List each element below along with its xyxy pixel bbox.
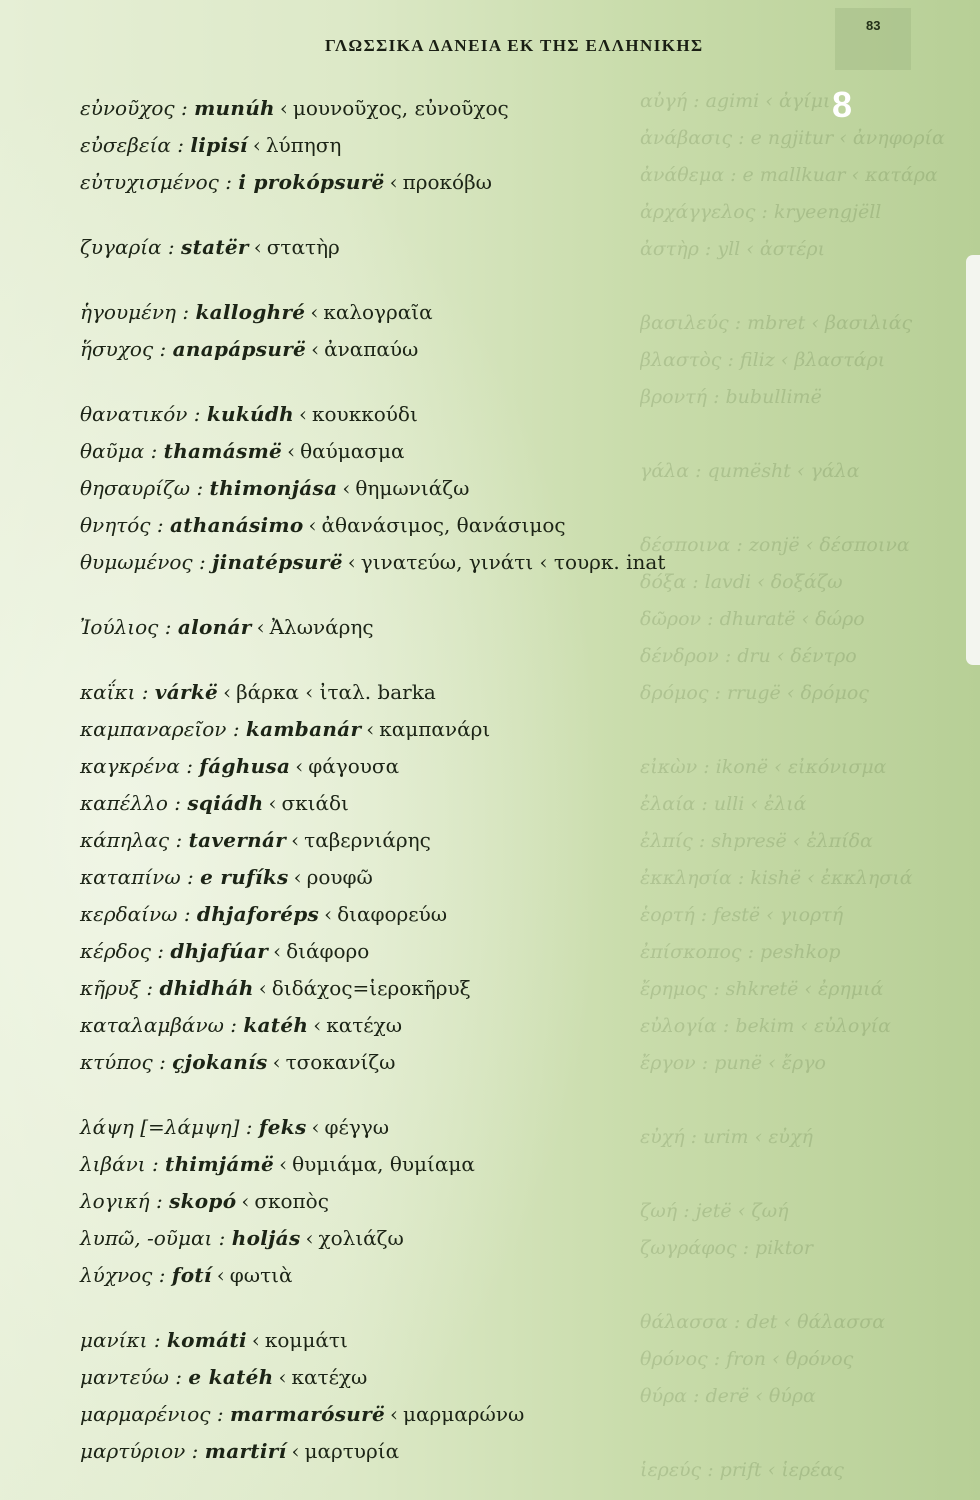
colon-separator: : (144, 439, 164, 463)
greek-headword: εὐνοῦχος (80, 96, 175, 120)
derivation-arrow-icon: ‹ (256, 615, 265, 639)
etymology-source: μουνοῦχος, εὐνοῦχος (292, 96, 509, 120)
derivation-arrow-icon: ‹ (347, 550, 356, 574)
colon-separator: : (150, 939, 171, 963)
colon-separator: : (185, 1439, 205, 1463)
entry-group (80, 294, 780, 368)
greek-headword: θνητός (80, 513, 151, 537)
greek-headword: καπέλλο (80, 791, 168, 815)
colon-separator: : (167, 791, 188, 815)
albanian-word: thimonjása (209, 476, 338, 500)
albanian-word: thimjámë (165, 1152, 275, 1176)
greek-headword: ἥσυχος (80, 337, 154, 361)
glossary-entry (80, 1044, 780, 1081)
colon-separator: : (174, 96, 195, 120)
glossary-entry (80, 331, 780, 368)
greek-headword: κτύπος (80, 1050, 153, 1074)
albanian-word: komáti (166, 1328, 247, 1352)
albanian-word: alonár (177, 615, 252, 639)
colon-separator: : (210, 1402, 230, 1426)
colon-separator: : (135, 680, 155, 704)
albanian-word: holjás (231, 1226, 301, 1250)
colon-separator: : (168, 1365, 189, 1389)
derivation-arrow-icon: ‹ (295, 754, 304, 778)
bleed-through-line: ζωγράφος : piktor (640, 1237, 813, 1259)
colon-separator: : (179, 754, 200, 778)
derivation-arrow-icon: ‹ (251, 1328, 260, 1352)
entry-group (80, 609, 780, 646)
glossary-entry (80, 1220, 780, 1257)
colon-separator: : (145, 1152, 166, 1176)
bleed-through-line: εὐλογία : bekim ‹ εὐλογία (640, 1015, 891, 1037)
albanian-word: várkë (154, 680, 219, 704)
glossary-entry (80, 90, 780, 127)
colon-separator: : (149, 1189, 170, 1213)
glossary-entry (80, 1183, 780, 1220)
colon-separator: : (177, 902, 197, 926)
glossary-entry (80, 1109, 780, 1146)
albanian-word: katéh (243, 1013, 309, 1037)
glossary-entry (80, 785, 780, 822)
etymology-source: κατέχω (291, 1365, 368, 1389)
greek-headword: μανίκι (80, 1328, 148, 1352)
albanian-word: dhjafúar (170, 939, 269, 963)
albanian-word: dhidháh (159, 976, 254, 1000)
greek-headword: μαντεύω (80, 1365, 169, 1389)
bleed-through-line: βλαστὸς : filiz ‹ βλαστάρι (640, 349, 886, 371)
greek-headword: μαρτύριον (80, 1439, 186, 1463)
etymology-source: θαύμασμα (300, 439, 405, 463)
albanian-word: anapápsurë (172, 337, 307, 361)
derivation-arrow-icon: ‹ (293, 865, 302, 889)
albanian-word: çjokanís (172, 1050, 268, 1074)
albanian-word: athanásimo (169, 513, 304, 537)
greek-headword: θανατικόν (80, 402, 188, 426)
glossary-entry (80, 470, 780, 507)
derivation-arrow-icon: ‹ (216, 1263, 225, 1287)
entry-group (80, 1322, 780, 1470)
albanian-word: marmarósurë (229, 1402, 385, 1426)
derivation-arrow-icon: ‹ (287, 439, 296, 463)
colon-separator: : (152, 1050, 173, 1074)
etymology-source: διάφορο (286, 939, 370, 963)
etymology-source: διαφορεύω (337, 902, 448, 926)
derivation-arrow-icon: ‹ (291, 828, 300, 852)
glossary-entry (80, 896, 780, 933)
albanian-word: feks (258, 1115, 307, 1139)
etymology-source: τσοκανίζω (285, 1050, 396, 1074)
glossary-entry (80, 1359, 780, 1396)
bleed-through-line: θύρα : derë ‹ θύρα (640, 1385, 816, 1407)
greek-headword: καταλαμβάνω (80, 1013, 224, 1037)
page-number: 83 (866, 18, 881, 33)
etymology-source: προκόβω (402, 170, 492, 194)
derivation-arrow-icon: ‹ (299, 402, 308, 426)
etymology-source: θυμιάμα, θυμίαμα (292, 1152, 475, 1176)
greek-headword: λυπῶ, -οῦμαι (80, 1226, 213, 1250)
etymology-source: κουκκούδι (312, 402, 418, 426)
etymology-source: μαρτυρία (304, 1439, 400, 1463)
bleed-through-line: αὐγή : agimi ‹ ἀγίμι (640, 90, 831, 112)
bleed-through-line: ζωή : jetë ‹ ζωή (640, 1200, 789, 1222)
greek-headword: μαρμαρένιος (80, 1402, 211, 1426)
bleed-through-line: θρόνος : fron ‹ θρόνος (640, 1348, 854, 1370)
greek-headword: κάπηλας (80, 828, 170, 852)
bleed-through-line: ἑορτή : festë ‹ γιορτή (640, 904, 844, 926)
albanian-word: dhjaforéps (196, 902, 320, 926)
albanian-word: lipisí (190, 133, 248, 157)
etymology-source: σκοπὸς (254, 1189, 329, 1213)
greek-headword: λύχνος (80, 1263, 153, 1287)
albanian-word: kambanár (245, 717, 362, 741)
etymology-source: Ἀλωνάρης (269, 615, 374, 639)
colon-separator: : (218, 170, 239, 194)
derivation-arrow-icon: ‹ (258, 976, 267, 1000)
glossary-entry (80, 127, 780, 164)
derivation-arrow-icon: ‹ (252, 133, 261, 157)
etymology-source: κατέχω (326, 1013, 403, 1037)
colon-separator: : (152, 1263, 172, 1287)
glossary-entry (80, 507, 780, 544)
derivation-arrow-icon: ‹ (311, 1115, 320, 1139)
colon-separator: : (150, 513, 170, 537)
derivation-arrow-icon: ‹ (313, 1013, 322, 1037)
etymology-source: καλογραῖα (323, 300, 433, 324)
greek-headword: καμπαναρεῖον (80, 717, 227, 741)
bleed-through-line: δρόμος : rrugë ‹ δρόμος (640, 682, 869, 704)
etymology-source: ρουφῶ (306, 865, 373, 889)
etymology-source: κομμάτι (264, 1328, 348, 1352)
colon-separator: : (180, 865, 201, 889)
colon-separator: : (190, 476, 210, 500)
derivation-arrow-icon: ‹ (389, 1402, 398, 1426)
albanian-word: thamásmë (163, 439, 283, 463)
albanian-word: martirí (204, 1439, 287, 1463)
albanian-word: e rufíks (200, 865, 289, 889)
entry-group (80, 90, 780, 201)
derivation-arrow-icon: ‹ (253, 235, 262, 259)
albanian-word: e katéh (188, 1365, 274, 1389)
colon-separator: : (226, 717, 246, 741)
greek-headword: λάψη [=λάμψη] (80, 1115, 240, 1139)
greek-headword: εὐτυχισμένος (80, 170, 219, 194)
bleed-through-line: δῶρον : dhuratë ‹ δώρο (640, 608, 865, 630)
derivation-arrow-icon: ‹ (279, 1152, 288, 1176)
colon-separator: : (169, 828, 189, 852)
derivation-arrow-icon: ‹ (366, 717, 375, 741)
overlay-index-badge: 8 (832, 84, 853, 125)
derivation-arrow-icon: ‹ (308, 513, 317, 537)
greek-headword: κῆρυξ (80, 976, 141, 1000)
greek-headword: θησαυρίζω (80, 476, 191, 500)
entry-group (80, 396, 780, 581)
colon-separator: : (187, 402, 207, 426)
derivation-arrow-icon: ‹ (278, 1365, 287, 1389)
etymology-source: ταβερνιάρης (304, 828, 431, 852)
glossary-entry (80, 859, 780, 896)
glossary-entry (80, 1146, 780, 1183)
bleed-through-line: ἐκκλησία : kishë ‹ ἐκκλησιά (640, 867, 913, 889)
bleed-through-line: ἱερεύς : prift ‹ ἱερέας (640, 1459, 844, 1481)
etymology-source: μαρμαρώνω (402, 1402, 525, 1426)
albanian-word: i prokópsurë (238, 170, 385, 194)
bleed-through-line: ἐπίσκοπος : peshkop (640, 941, 841, 963)
glossary-entry (80, 970, 780, 1007)
colon-separator: : (161, 235, 182, 259)
glossary-entry (80, 674, 780, 711)
etymology-source: στατὴρ (266, 235, 340, 259)
albanian-word: tavernár (188, 828, 287, 852)
derivation-arrow-icon: ‹ (310, 300, 319, 324)
glossary-entry (80, 1396, 780, 1433)
greek-headword: καγκρένα (80, 754, 180, 778)
etymology-source: διδάχος=ἱεροκῆρυξ (271, 976, 471, 1000)
colon-separator: : (176, 300, 196, 324)
derivation-arrow-icon: ‹ (273, 939, 282, 963)
derivation-arrow-icon: ‹ (268, 791, 277, 815)
bleed-through-line: εἰκὼν : ikonë ‹ εἰκόνισμα (640, 756, 887, 778)
albanian-word: kalloghré (195, 300, 306, 324)
bleed-through-line: εὐχή : urim ‹ εὐχή (640, 1126, 813, 1148)
bleed-through-line: δόξα : lavdi ‹ δοξάζω (640, 571, 843, 593)
greek-headword: θαῦμα (80, 439, 145, 463)
greek-headword: καταπίνω (80, 865, 181, 889)
etymology-source: καμπανάρι (379, 717, 491, 741)
derivation-arrow-icon: ‹ (389, 170, 398, 194)
greek-headword: καΐκι (80, 680, 136, 704)
running-head: ΓΛΩΣΣΙΚΑ ΔΑΝΕΙΑ ΕΚ ΤΗΣ ΕΛΛΗΝΙΚΗΣ (325, 36, 704, 55)
greek-headword: κέρδος (80, 939, 151, 963)
derivation-arrow-icon: ‹ (342, 476, 351, 500)
glossary-entry (80, 396, 780, 433)
etymology-source: λύπηση (265, 133, 342, 157)
entry-group (80, 1109, 780, 1294)
bleed-through-line: ἔρημος : shkretë ‹ ἐρημιά (640, 978, 884, 1000)
colon-separator: : (192, 550, 213, 574)
colon-separator: : (212, 1226, 232, 1250)
glossary-entry (80, 1257, 780, 1294)
glossary-entry (80, 544, 780, 581)
greek-headword: λιβάνι (80, 1152, 146, 1176)
bleed-through-line: βασιλεύς : mbret ‹ βασιλιάς (640, 312, 913, 334)
glossary-entry (80, 229, 780, 266)
greek-headword: ζυγαρία (80, 235, 162, 259)
etymology-source: γινατεύω, γινάτι ‹ τουρκ. inat (360, 550, 666, 574)
bleed-through-line: ἔργον : punë ‹ ἔργο (640, 1052, 826, 1074)
greek-headword: κερδαίνω (80, 902, 178, 926)
derivation-arrow-icon: ‹ (305, 1226, 314, 1250)
derivation-arrow-icon: ‹ (241, 1189, 250, 1213)
derivation-arrow-icon: ‹ (279, 96, 288, 120)
derivation-arrow-icon: ‹ (272, 1050, 281, 1074)
derivation-arrow-icon: ‹ (324, 902, 333, 926)
albanian-word: sqiádh (187, 791, 264, 815)
glossary-entry (80, 433, 780, 470)
albanian-word: jinatépsurë (212, 550, 343, 574)
entry-group (80, 229, 780, 266)
albanian-word: kukúdh (206, 402, 295, 426)
entry-group (80, 674, 780, 1081)
derivation-arrow-icon: ‹ (291, 1439, 300, 1463)
glossary-entry (80, 1322, 780, 1359)
bleed-through-line: βροντή : bubullimë (640, 386, 822, 408)
glossary-entry (80, 1433, 780, 1470)
albanian-word: fághusa (199, 754, 291, 778)
albanian-word: munúh (194, 96, 275, 120)
colon-separator: : (153, 337, 173, 361)
bleed-through-line: δέσποινα : zonjë ‹ δέσποινα (640, 534, 910, 556)
greek-headword: θυμωμένος (80, 550, 193, 574)
albanian-word: skopó (169, 1189, 237, 1213)
derivation-arrow-icon: ‹ (311, 337, 320, 361)
glossary-entry (80, 748, 780, 785)
bleed-through-line: ἀνάβασις : e ngjitur ‹ ἀνηφορία (640, 127, 945, 149)
colon-separator: : (170, 133, 191, 157)
colon-separator: : (140, 976, 160, 1000)
etymology-source: φέγγω (324, 1115, 390, 1139)
greek-headword: ἡγουμένη (80, 300, 177, 324)
greek-headword: εὐσεβεία (80, 133, 171, 157)
bleed-through-line: ἐλπίς : shpresë ‹ ἐλπίδα (640, 830, 873, 852)
etymology-source: βάρκα ‹ ἰταλ. barka (236, 680, 436, 704)
bleed-through-line: ἀνάθεμα : e mallkuar ‹ κατάρα (640, 164, 938, 186)
glossary-entry (80, 822, 780, 859)
scroll-handle[interactable] (966, 255, 980, 665)
etymology-source: ἀθανάσιμος, θανάσιμος (321, 513, 566, 537)
bleed-through-line: γάλα : qumësht ‹ γάλα (640, 460, 860, 482)
bleed-through-line: θάλασσα : det ‹ θάλασσα (640, 1311, 886, 1333)
etymology-source: ἀναπαύω (324, 337, 419, 361)
greek-headword: λογική (80, 1189, 150, 1213)
bleed-through-line: δένδρον : dru ‹ δέντρο (640, 645, 857, 667)
albanian-word: fotí (171, 1263, 212, 1287)
etymology-source: σκιάδι (281, 791, 349, 815)
colon-separator: : (239, 1115, 259, 1139)
glossary-entry (80, 164, 780, 201)
glossary-entry (80, 1007, 780, 1044)
bleed-through-line: ἐλαία : ulli ‹ ἐλιά (640, 793, 807, 815)
etymology-source: φωτιὰ (229, 1263, 293, 1287)
etymology-source: θημωνιάζω (355, 476, 470, 500)
etymology-source: φάγουσα (308, 754, 400, 778)
glossary-entry (80, 609, 780, 646)
glossary-entry (80, 711, 780, 748)
etymology-source: χολιάζω (318, 1226, 404, 1250)
glossary-entries (80, 90, 780, 1498)
colon-separator: : (223, 1013, 244, 1037)
albanian-word: statër (181, 235, 249, 259)
bleed-through-line: ἀρχάγγελος : kryeengjëll (640, 201, 882, 223)
bleed-through-line: ἀστὴρ : yll ‹ ἀστέρι (640, 238, 826, 260)
greek-headword: Ἰούλιος (80, 615, 159, 639)
colon-separator: : (158, 615, 178, 639)
colon-separator: : (147, 1328, 167, 1352)
glossary-entry (80, 294, 780, 331)
derivation-arrow-icon: ‹ (223, 680, 232, 704)
glossary-entry (80, 933, 780, 970)
